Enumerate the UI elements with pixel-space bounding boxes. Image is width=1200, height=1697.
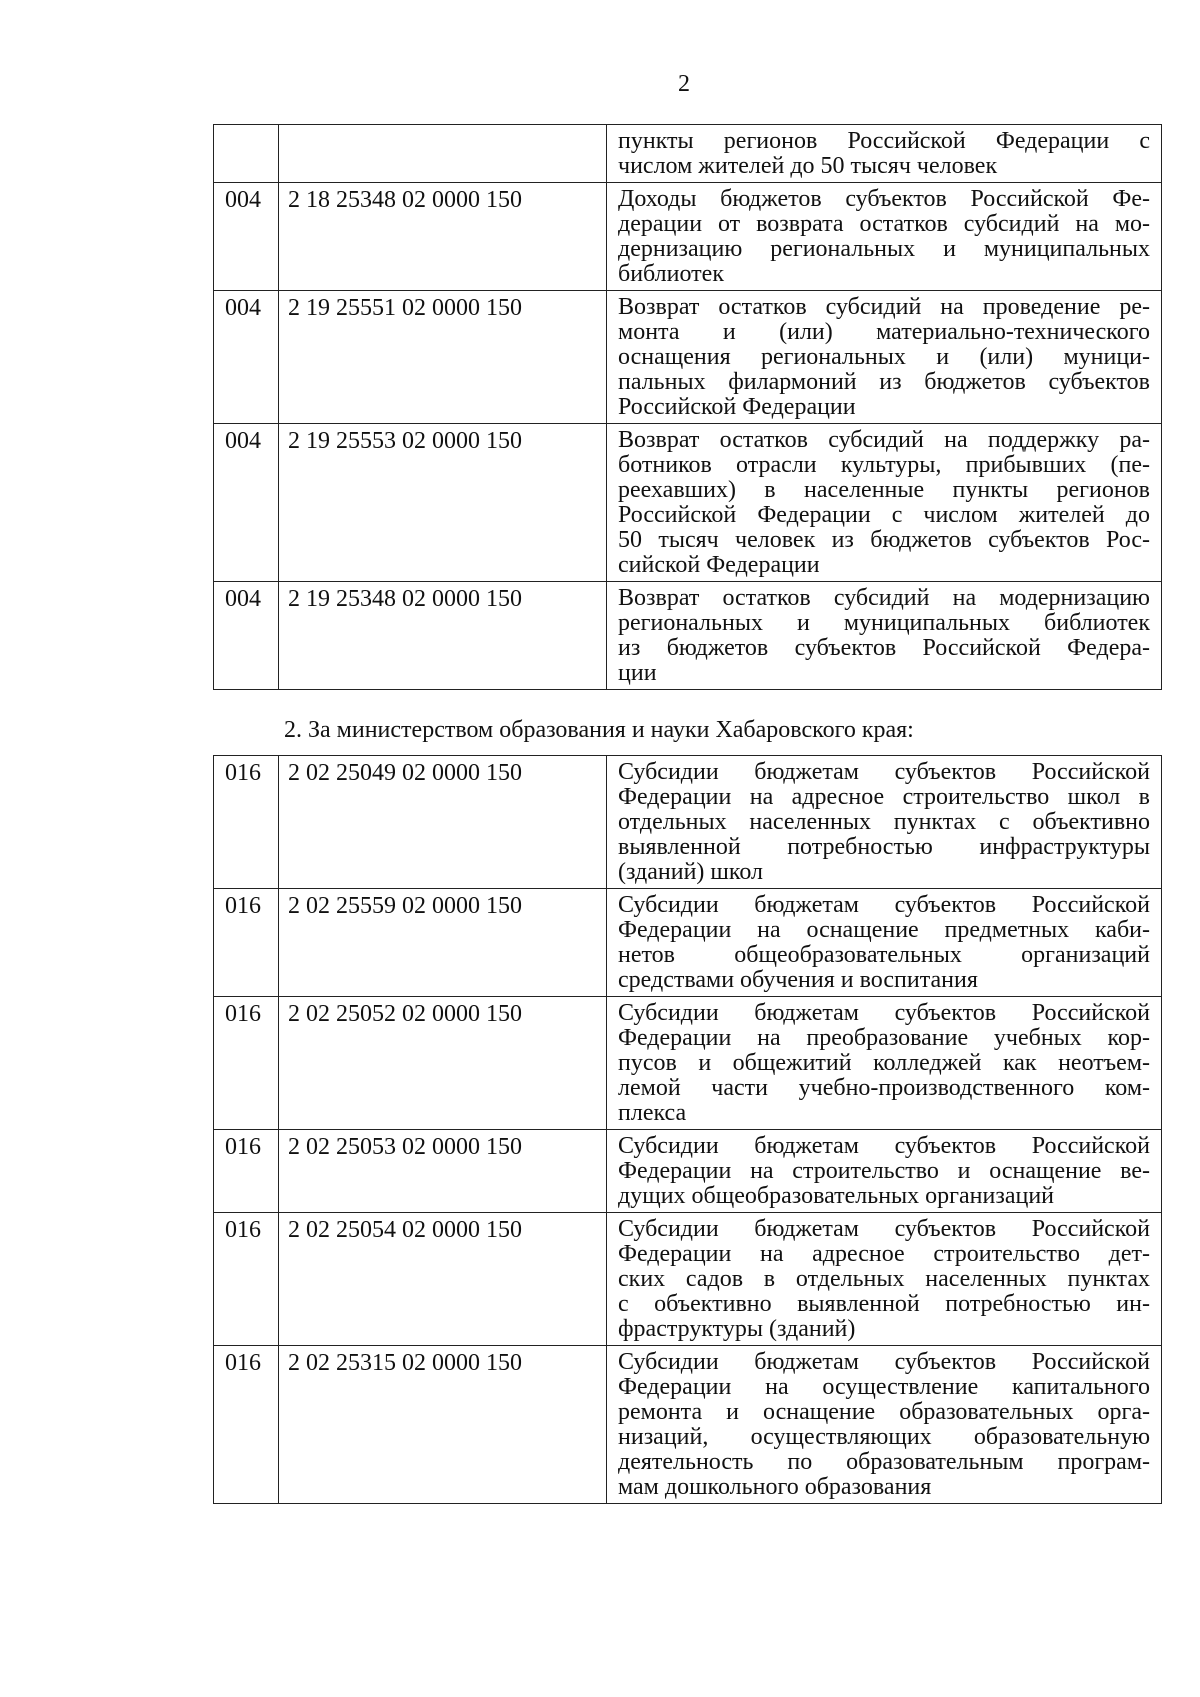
description-line: средствами обучения и воспитания	[618, 967, 978, 993]
admin-code-cell: 016	[214, 1130, 279, 1213]
description-line: Федерации на строительство и оснащение ве-	[618, 1158, 1150, 1184]
income-description-cell	[607, 183, 1162, 291]
description-line: плекса	[618, 1100, 687, 1126]
table-row	[214, 997, 1162, 1130]
description-line: Доходы бюджетов субъектов Российской Фе-	[618, 186, 1150, 212]
description-line: Субсидии бюджетам субъектов Российской	[618, 1000, 1150, 1026]
description-line: Федерации на адресное строительство школ в	[618, 784, 1150, 810]
description-line: дернизацию региональных и муниципальных	[618, 236, 1150, 262]
description-line: 50 тысяч человек из бюджетов субъектов Рос-	[618, 527, 1150, 553]
budget-classification-code-cell: 2 19 25348 02 0000 150	[279, 582, 607, 690]
description-line: нетов общеобразовательных организаций	[618, 942, 1150, 968]
description-line: сийской Федерации	[618, 552, 820, 578]
description-line: лемой части учебно-производственного ком-	[618, 1075, 1150, 1101]
table-row	[214, 183, 1162, 291]
description-line: низаций, осуществляющих образовательную	[618, 1424, 1150, 1450]
admin-code-cell: 004	[214, 291, 279, 424]
income-description-cell	[607, 997, 1162, 1130]
description-line: пальных филармоний из бюджетов субъектов	[618, 369, 1150, 395]
description-line: Субсидии бюджетам субъектов Российской	[618, 1216, 1150, 1242]
budget-classification-code-cell	[279, 125, 607, 183]
table-body	[214, 125, 1162, 690]
description-line: деятельность по образовательным програм-	[618, 1449, 1150, 1475]
budget-classification-code-cell: 2 18 25348 02 0000 150	[279, 183, 607, 291]
description-line: числом жителей до 50 тысяч человек	[618, 153, 998, 179]
description-line: ботников отрасли культуры, прибывших (пе-	[618, 452, 1150, 478]
budget-classification-code-cell: 2 19 25551 02 0000 150	[279, 291, 607, 424]
income-description-cell	[607, 1130, 1162, 1213]
table-row	[214, 424, 1162, 582]
description-line: Федерации на осуществление капитального	[618, 1374, 1150, 1400]
budget-classification-code-cell: 2 02 25052 02 0000 150	[279, 997, 607, 1130]
income-description-cell	[607, 1213, 1162, 1346]
description-line: Федерации на адресное строительство дет-	[618, 1241, 1150, 1267]
description-line: региональных и муниципальных библиотек	[618, 610, 1150, 636]
table-row	[214, 756, 1162, 889]
admin-code-cell: 004	[214, 183, 279, 291]
table-row	[214, 291, 1162, 424]
budget-classification-code-cell: 2 02 25054 02 0000 150	[279, 1213, 607, 1346]
description-line: из бюджетов субъектов Российской Федера-	[618, 635, 1150, 661]
table-row	[214, 1346, 1162, 1504]
income-description-cell	[607, 889, 1162, 997]
description-line: мам дошкольного образования	[618, 1474, 932, 1500]
budget-classification-code-cell: 2 02 25053 02 0000 150	[279, 1130, 607, 1213]
description-line: библиотек	[618, 261, 724, 287]
admin-code-cell: 016	[214, 1213, 279, 1346]
description-line: дущих общеобразовательных организаций	[618, 1183, 1055, 1209]
description-line: отдельных населенных пунктах с объективно	[618, 809, 1150, 835]
description-line: с объективно выявленной потребностью ин-	[618, 1291, 1150, 1317]
section-heading: 2. За министерством образования и науки Хабаровского края:	[284, 717, 914, 743]
table-row	[214, 125, 1162, 183]
page-number: 2	[678, 71, 690, 97]
description-line: Субсидии бюджетам субъектов Российской	[618, 1349, 1150, 1375]
description-line: Возврат остатков субсидий на проведение ре-	[618, 294, 1150, 320]
description-line: ских садов в отдельных населенных пунктах	[618, 1266, 1150, 1292]
description-line: Возврат остатков субсидий на поддержку ра-	[618, 427, 1150, 453]
description-line: Субсидии бюджетам субъектов Российской	[618, 1133, 1150, 1159]
description-line: дерации от возврата остатков субсидий на мо-	[618, 211, 1150, 237]
description-line: реехавших) в населенные пункты регионов	[618, 477, 1150, 503]
income-description-cell	[607, 1346, 1162, 1504]
budget-classification-code-cell: 2 02 25559 02 0000 150	[279, 889, 607, 997]
description-line: Федерации на преобразование учебных кор-	[618, 1025, 1150, 1051]
budget-codes-table-culture	[213, 124, 1162, 690]
table-body	[214, 756, 1162, 1504]
description-line: ремонта и оснащение образовательных орга-	[618, 1399, 1150, 1425]
income-description-cell	[607, 424, 1162, 582]
table-row	[214, 1130, 1162, 1213]
income-description-cell	[607, 756, 1162, 889]
income-description-cell	[607, 291, 1162, 424]
description-line: Российской Федерации	[618, 394, 856, 420]
description-line: Российской Федерации с числом жителей до	[618, 502, 1150, 528]
admin-code-cell: 016	[214, 997, 279, 1130]
description-line: Возврат остатков субсидий на модернизацию	[618, 585, 1150, 611]
table-row	[214, 1213, 1162, 1346]
budget-classification-code-cell: 2 02 25315 02 0000 150	[279, 1346, 607, 1504]
budget-classification-code-cell: 2 02 25049 02 0000 150	[279, 756, 607, 889]
description-line: Субсидии бюджетам субъектов Российской	[618, 892, 1150, 918]
table-row	[214, 889, 1162, 997]
admin-code-cell: 016	[214, 1346, 279, 1504]
description-line: выявленной потребностью инфраструктуры	[618, 834, 1150, 860]
description-line: пусов и общежитий колледжей как неотъем-	[618, 1050, 1150, 1076]
description-line: монта и (или) материально-технического	[618, 319, 1150, 345]
budget-codes-table-education	[213, 755, 1162, 1504]
admin-code-cell: 016	[214, 889, 279, 997]
admin-code-cell: 004	[214, 424, 279, 582]
table-row	[214, 582, 1162, 690]
budget-classification-code-cell: 2 19 25553 02 0000 150	[279, 424, 607, 582]
admin-code-cell: 004	[214, 582, 279, 690]
description-line: фраструктуры (зданий)	[618, 1316, 856, 1342]
description-line: Федерации на оснащение предметных каби-	[618, 917, 1150, 943]
admin-code-cell: 016	[214, 756, 279, 889]
description-line: Субсидии бюджетам субъектов Российской	[618, 759, 1150, 785]
description-line: ции	[618, 660, 657, 686]
description-line: оснащения региональных и (или) муници-	[618, 344, 1150, 370]
description-line: пункты регионов Российской Федерации с	[618, 128, 1150, 154]
admin-code-cell	[214, 125, 279, 183]
income-description-cell	[607, 125, 1162, 183]
income-description-cell	[607, 582, 1162, 690]
description-line: (зданий) школ	[618, 859, 764, 885]
